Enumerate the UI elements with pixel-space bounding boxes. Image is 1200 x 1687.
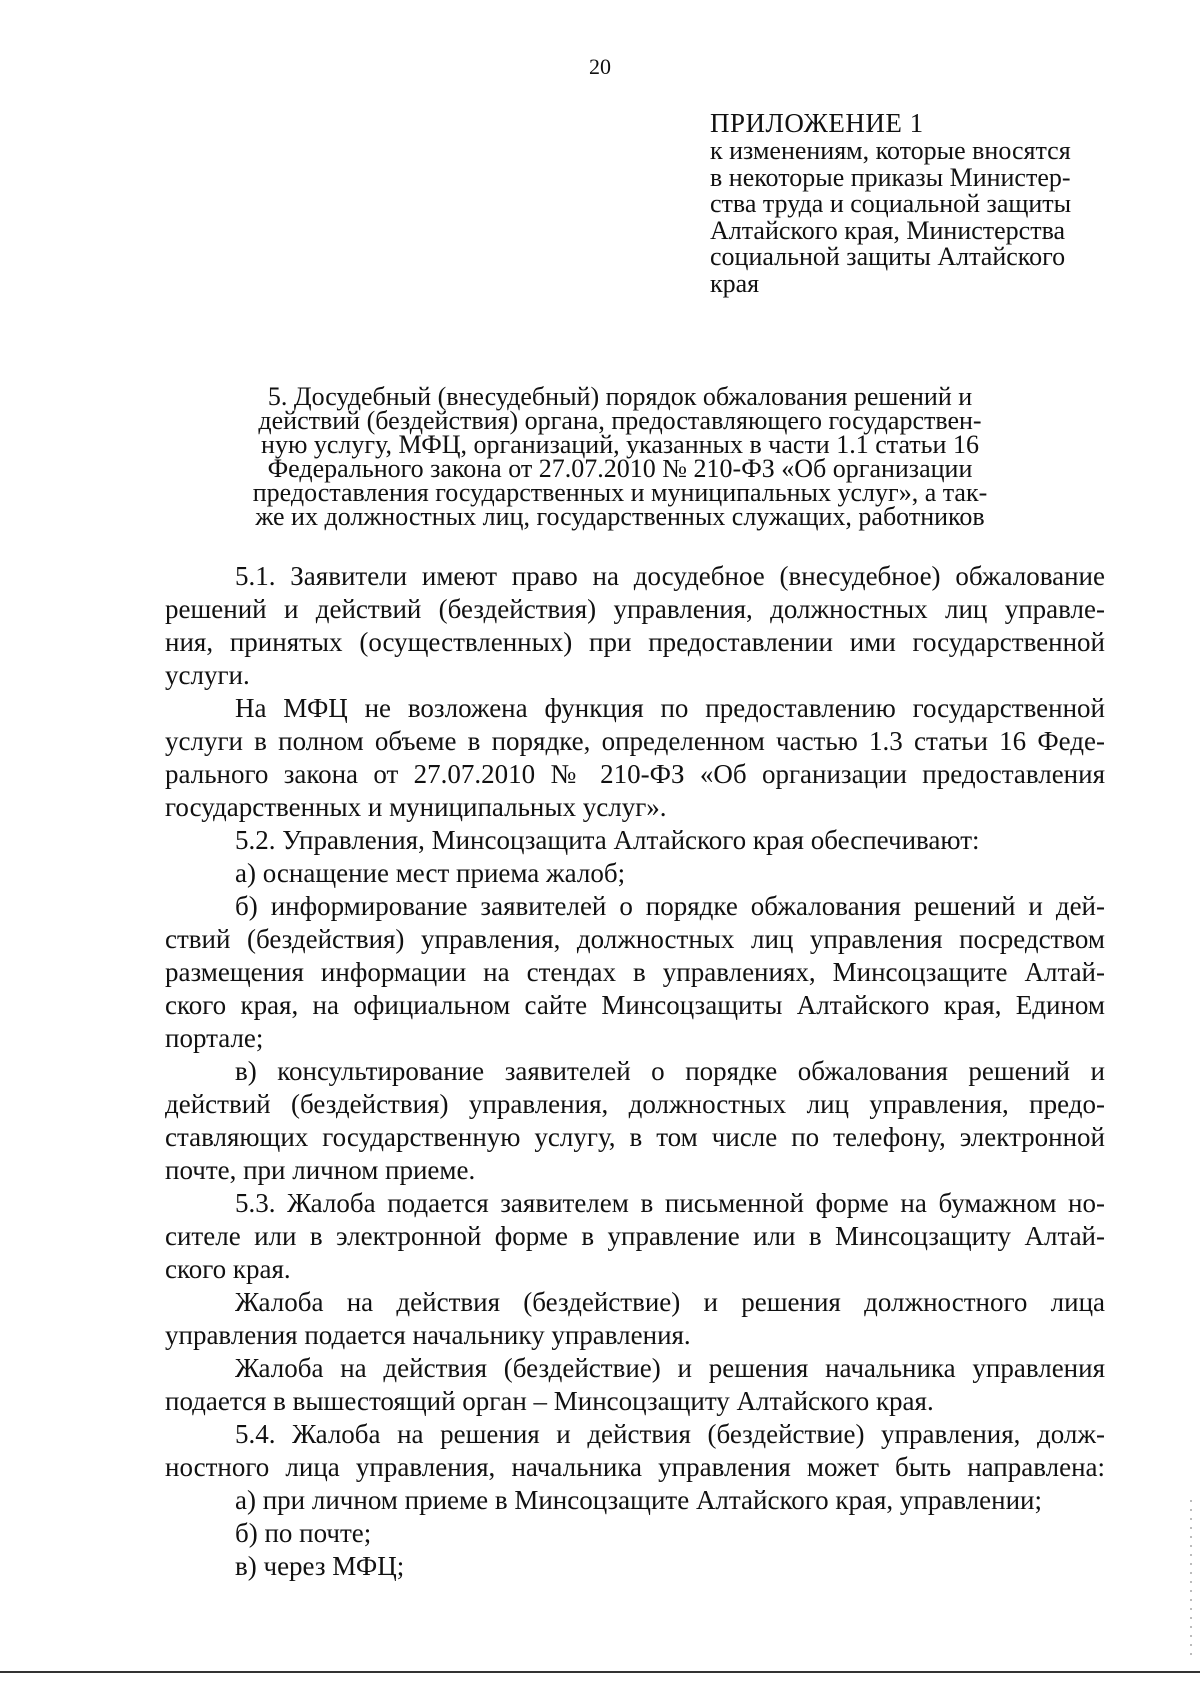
footer-rule [0, 1671, 1200, 1673]
body-line: в) через МФЦ; [235, 1551, 405, 1581]
appendix-line: ства труда и социальной защиты [710, 189, 1072, 218]
appendix-title: ПРИЛОЖЕНИЕ 1 [710, 108, 924, 138]
body-line: в) консультирование заявителей о порядке обжалования решений и [235, 1056, 1105, 1086]
scan-margin-artifact [1190, 1500, 1192, 1660]
body-text [165, 560, 1105, 1583]
body-line: подается в вышестоящий орган – Минсоцзащиту Алтайского края. [165, 1386, 934, 1416]
section-heading [200, 382, 1040, 531]
appendix-line: края [710, 268, 760, 298]
appendix-block [710, 108, 1110, 297]
appendix-line: Алтайского края, Министерства [710, 215, 1066, 245]
body-line: действий (бездействия) управления, должностных лиц управления, предо- [165, 1089, 1105, 1119]
body-line: б) по почте; [235, 1518, 372, 1548]
appendix-line: социальной защиты Алтайского [710, 242, 1066, 271]
appendix-line: к изменениям, которые вносятся [710, 136, 1071, 165]
body-line: Жалоба на действия (бездействие) и решения начальника управления [235, 1353, 1105, 1383]
body-line: размещения информации на стендах в управлениях, Минсоцзащите Алтай- [165, 957, 1105, 987]
appendix-line: в некоторые приказы Министер- [710, 162, 1071, 192]
section-heading-line: же их должностных лиц, государственных служащих, работников [255, 502, 985, 531]
page-number: 20 [589, 54, 611, 79]
body-line: б) информирование заявителей о порядке обжалования решений и дей- [235, 891, 1105, 921]
section-heading-line: действий (бездействия) органа, предоставляющего государствен- [258, 406, 982, 435]
section-heading-line: Федерального закона от 27.07.2010 № 210-ФЗ «Об организации [267, 454, 973, 483]
body-line: ставляющих государственную услугу, в том числе по телефону, электронной [165, 1122, 1105, 1152]
body-line: Жалоба на действия (бездействие) и решения должностного лица [235, 1287, 1105, 1317]
body-line: 5.3. Жалоба подается заявителем в письменной форме на бумажном но- [235, 1188, 1105, 1218]
body-line: рального закона от 27.07.2010 № 210-ФЗ «Об организации предоставления [165, 759, 1105, 789]
body-line: портале; [165, 1023, 264, 1053]
body-line: государственных и муниципальных услуг». [165, 792, 667, 822]
body-line: На МФЦ не возложена функция по предоставлению государственной [235, 693, 1105, 723]
body-line: ского края. [165, 1254, 291, 1284]
body-line: а) при личном приеме в Минсоцзащите Алтайского края, управлении; [235, 1485, 1043, 1515]
body-line: 5.4. Жалоба на решения и действия (бездействие) управления, долж- [235, 1419, 1105, 1449]
body-line: решений и действий (бездействия) управления, должностных лиц управле- [165, 594, 1105, 624]
section-heading-line: 5. Досудебный (внесудебный) порядок обжалования решений и [267, 382, 973, 411]
section-heading-line: ную услугу, МФЦ, организаций, указанных в части 1.1 статьи 16 [261, 430, 979, 459]
body-line: ского края, на официальном сайте Минсоцзащиты Алтайского края, Едином [165, 990, 1105, 1020]
body-line: сителе или в электронной форме в управление или в Минсоцзащиту Алтай- [165, 1221, 1105, 1251]
body-line: ния, принятых (осуществленных) при предоставлении ими государственной [165, 627, 1105, 657]
body-line: ствий (бездействия) управления, должностных лиц управления посредством [165, 924, 1105, 954]
body-line: услуги в полном объеме в порядке, определенном частью 1.3 статьи 16 Феде- [165, 726, 1105, 756]
body-line: ностного лица управления, начальника управления может быть направлена: [165, 1452, 1105, 1482]
body-line: почте, при личном приеме. [165, 1155, 476, 1185]
body-line: 5.2. Управления, Минсоцзащита Алтайского края обеспечивают: [235, 825, 980, 855]
section-heading-line: предоставления государственных и муниципальных услуг», а так- [252, 478, 988, 507]
body-line: услуги. [165, 660, 250, 690]
body-line: управления подается начальнику управления. [165, 1320, 691, 1350]
body-line: 5.1. Заявители имеют право на досудебное (внесудебное) обжалование [235, 561, 1105, 591]
body-line: а) оснащение мест приема жалоб; [235, 858, 626, 888]
